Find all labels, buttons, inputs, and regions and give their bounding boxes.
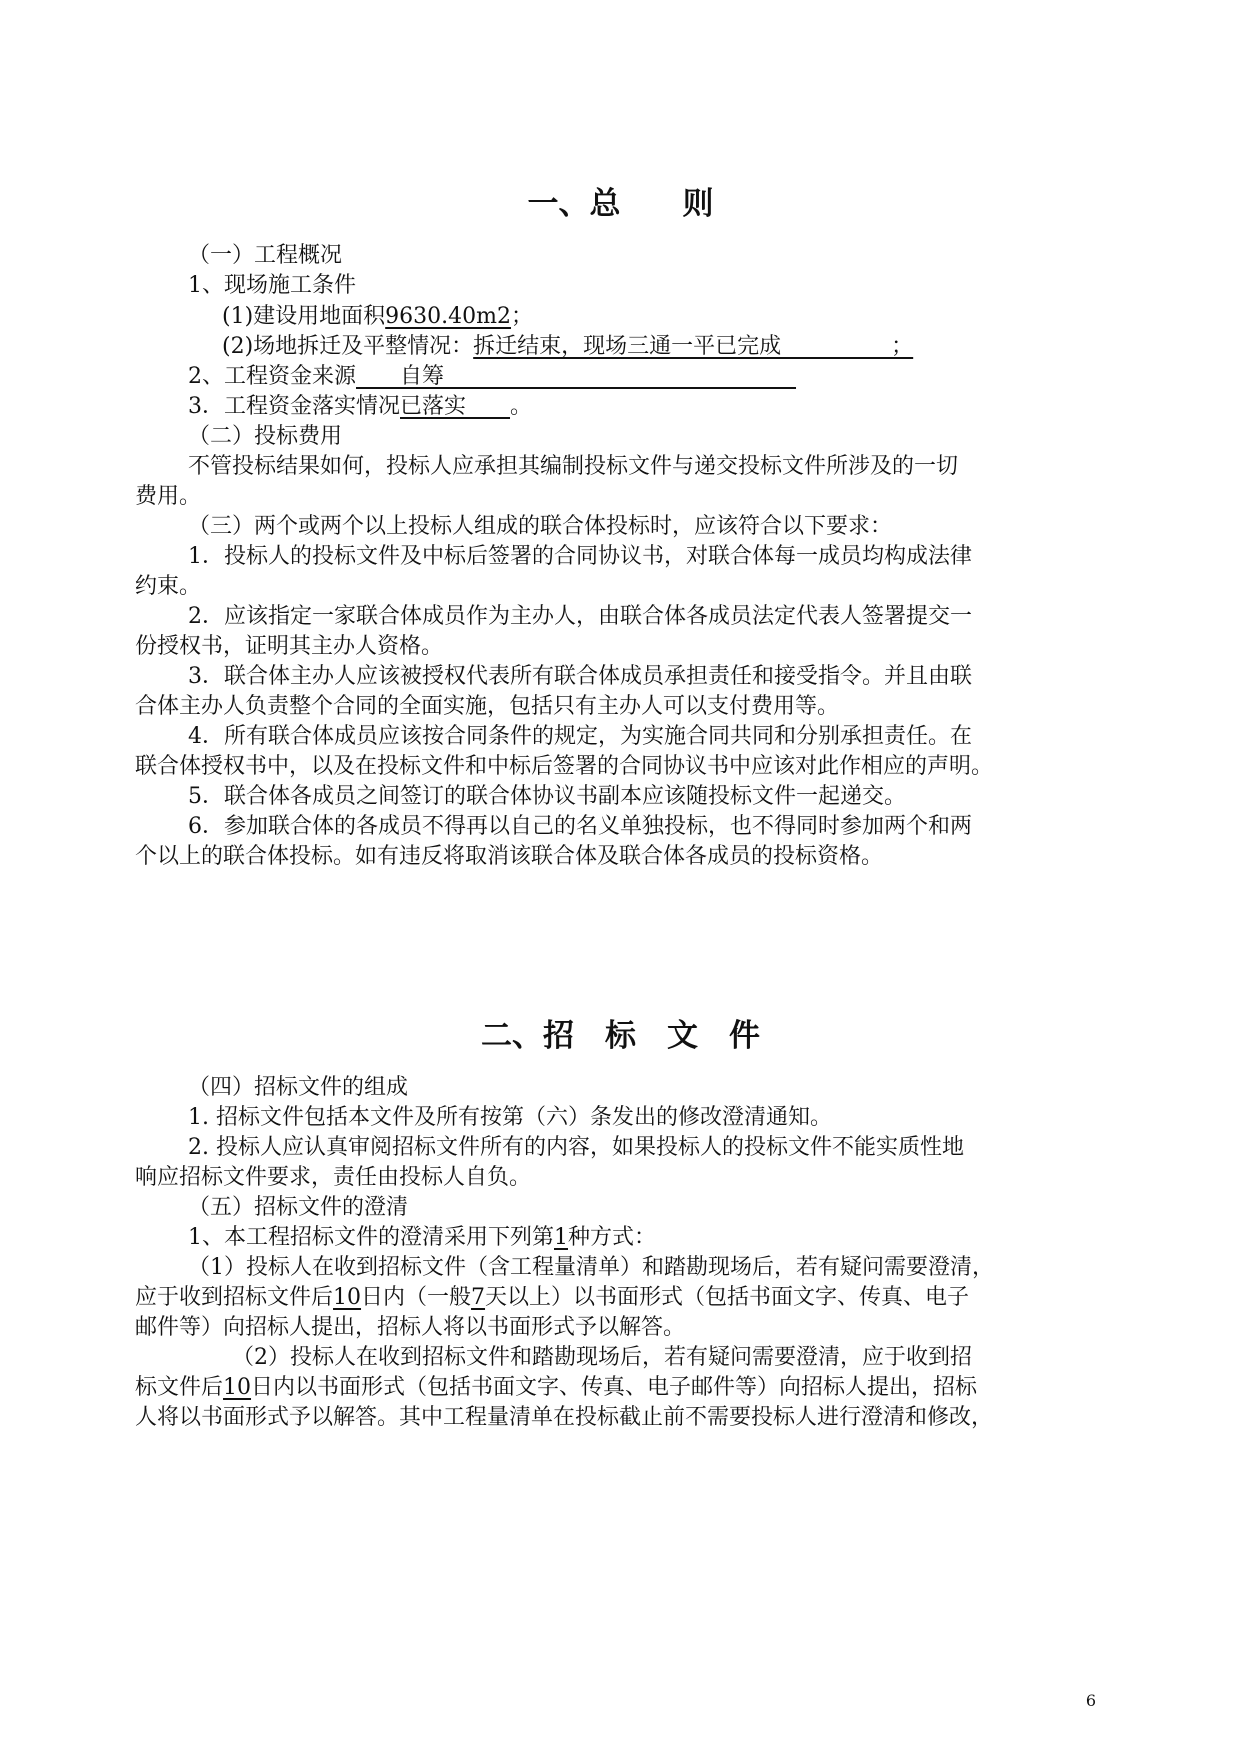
field-label: (2)场地拆迁及平整情况： (222, 334, 474, 359)
paragraph-line: 费用。 (135, 484, 202, 509)
paragraph-line: 联合体授权书中，以及在投标文件和中标后签署的合同协议书中应该对此作相应的声明。 (135, 754, 994, 779)
subsection-heading: （五）招标文件的澄清 (188, 1195, 409, 1220)
text-run: 天以上）以书面形式（包括书面文字、传真、电子 (485, 1285, 970, 1310)
text-run: 日内（一般 (361, 1285, 472, 1310)
paragraph-line (135, 1285, 969, 1311)
field-value: 7 (471, 1285, 486, 1310)
paragraph-line: 5．联合体各成员之间签订的联合体协议书副本应该随投标文件一起递交。 (188, 784, 906, 809)
paragraph-line: 1. 招标文件包括本文件及所有按第（六）条发出的修改澄清通知。 (188, 1105, 832, 1130)
paragraph-line: 2．应该指定一家联合体成员作为主办人，由联合体各成员法定代表人签署提交一 (188, 604, 972, 629)
paragraph-line (188, 1225, 656, 1251)
list-item: 1、现场施工条件 (188, 273, 356, 298)
subsection-heading: （四）招标文件的组成 (188, 1075, 409, 1100)
paragraph-line: （1）投标人在收到招标文件（含工程量清单）和踏勘现场后，若有疑问需要澄清， (188, 1255, 994, 1280)
text-run: 标文件后 (135, 1375, 224, 1400)
paragraph-line: 份授权书，证明其主办人资格。 (135, 634, 444, 659)
list-item (222, 304, 533, 330)
section-title-general: 一、总 则 (527, 186, 714, 222)
text-run: 日内以书面形式（包括书面文字、传真、电子邮件等）向招标人提出，招标 (251, 1375, 978, 1400)
field-value: 拆迁结束，现场三通一平已完成 ； (473, 334, 914, 359)
paragraph-line: 4．所有联合体成员应该按合同条件的规定，为实施合同共同和分别承担责任。在 (188, 724, 972, 749)
field-value: 已落实 (400, 394, 511, 419)
list-item (188, 394, 532, 420)
paragraph-line: 约束。 (135, 574, 202, 599)
text-run: 应于收到招标文件后 (135, 1285, 334, 1310)
field-value: 10 (223, 1375, 252, 1400)
paragraph-line: （2）投标人在收到招标文件和踏勘现场后，若有疑问需要澄清，应于收到招 (232, 1345, 972, 1370)
field-value: 自筹 (356, 364, 797, 389)
paragraph-line: 不管投标结果如何，投标人应承担其编制投标文件与递交投标文件所涉及的一切 (188, 454, 959, 479)
punctuation: 。 (510, 394, 533, 419)
list-item (222, 334, 913, 360)
paragraph-line: 1．投标人的投标文件及中标后签署的合同协议书，对联合体每一成员均构成法律 (188, 544, 972, 569)
paragraph-line (135, 1375, 977, 1401)
subsection-heading: （一）工程概况 (188, 243, 343, 268)
section-title-bidding-documents: 二、招 标 文 件 (481, 1018, 760, 1054)
field-value: 9630.40m2 (385, 304, 512, 329)
punctuation: ； (511, 304, 534, 329)
field-value: 1 (554, 1225, 568, 1250)
text-run: 种方式： (568, 1225, 657, 1250)
paragraph-line: 个以上的联合体投标。如有违反将取消该联合体及联合体各成员的投标资格。 (135, 844, 884, 869)
field-label: (1)建设用地面积 (222, 304, 386, 329)
field-label: 2、工程资金来源 (188, 364, 356, 389)
paragraph-line: 2. 投标人应认真审阅招标文件所有的内容，如果投标人的投标文件不能实质性地 (188, 1135, 964, 1160)
paragraph-line: 邮件等）向招标人提出，招标人将以书面形式予以解答。 (135, 1315, 686, 1340)
field-value: 10 (333, 1285, 362, 1310)
paragraph-line: 3．联合体主办人应该被授权代表所有联合体成员承担责任和接受指令。并且由联 (188, 664, 972, 689)
list-item (188, 364, 796, 390)
field-label: 3．工程资金落实情况 (188, 394, 400, 419)
paragraph-line: 合体主办人负责整个合同的全面实施，包括只有主办人可以支付费用等。 (135, 694, 840, 719)
paragraph-line: 人将以书面形式予以解答。其中工程量清单在投标截止前不需要投标人进行澄清和修改， (135, 1405, 994, 1430)
paragraph-line: 6．参加联合体的各成员不得再以自己的名义单独投标，也不得同时参加两个和两 (188, 814, 972, 839)
paragraph-line: 响应招标文件要求，责任由投标人自负。 (135, 1165, 532, 1190)
page-number: 6 (1085, 1691, 1096, 1710)
subsection-heading: （二）投标费用 (188, 424, 343, 449)
subsection-heading: （三）两个或两个以上投标人组成的联合体投标时，应该符合以下要求： (188, 514, 893, 539)
text-run: 1、本工程招标文件的澄清采用下列第 (188, 1225, 554, 1250)
